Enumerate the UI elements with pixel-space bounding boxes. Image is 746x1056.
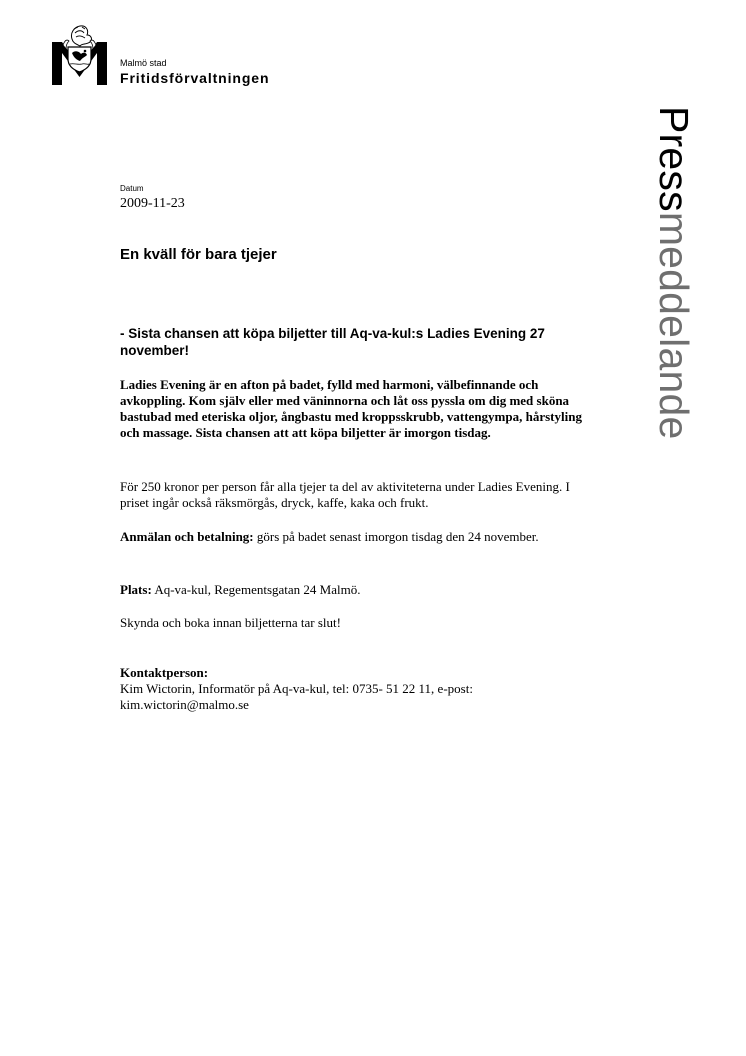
- location-text: Aq-va-kul, Regementsgatan 24 Malmö.: [151, 582, 361, 597]
- registration-label: Anmälan och betalning:: [120, 529, 254, 544]
- location-paragraph: [120, 582, 585, 598]
- sub-headline: - Sista chansen att köpa biljetter till Aq-va-kul:s Ladies Evening 27 november!: [120, 326, 545, 358]
- registration-text: görs på badet senast imorgon tisdag den 24 november.: [253, 529, 539, 544]
- malmo-griffin-coat-of-arms-icon: [52, 25, 107, 85]
- vertical-title-meddelande: meddelande: [651, 211, 697, 440]
- contact-email[interactable]: kim.wictorin@malmo.se: [120, 697, 249, 712]
- contact-label: Kontaktperson:: [120, 665, 209, 680]
- headline: En kväll för bara tjejer: [120, 246, 277, 263]
- closing-paragraph: Skynda och boka innan biljetterna tar slut!: [120, 615, 341, 630]
- price-paragraph: För 250 kronor per person får alla tjejer ta del av aktiviteterna under Ladies Evening. I priset ingår också räksmörgås, dryck, kaffe, kaka och frukt.: [120, 479, 570, 510]
- date-label: Datum: [120, 184, 144, 193]
- location-label: Plats:: [120, 582, 152, 597]
- date-value: 2009-11-23: [120, 196, 185, 211]
- lead-paragraph: Ladies Evening är en afton på badet, fylld med harmoni, välbefinnande och avkoppling. Kom själv eller med väninnorna och låt oss pyssla om dig med sköna bastubad med eteriska oljor, ångbastu med kroppsskrubb, vattengympa, hårstyling och massage. Sista chansen att att köpa biljetter är imorgon tisdag.: [120, 377, 582, 440]
- press-release-vertical-title: [652, 106, 696, 440]
- contact-block: [120, 665, 585, 713]
- contact-line-1: Kim Wictorin, Informatör på Aq-va-kul, tel: 0735- 51 22 11, e-post:: [120, 681, 473, 696]
- org-department: Fritidsförvaltningen: [120, 70, 270, 86]
- registration-paragraph: [120, 529, 585, 545]
- vertical-title-press: Press: [651, 106, 697, 212]
- org-city: Malmö stad: [120, 58, 167, 68]
